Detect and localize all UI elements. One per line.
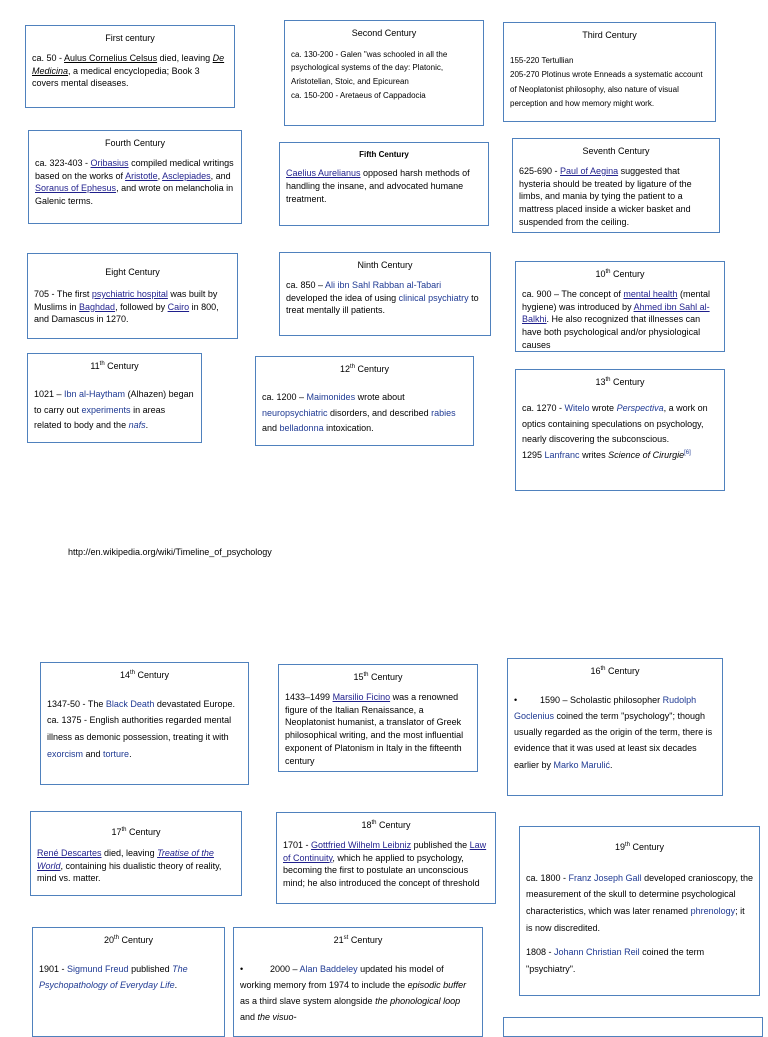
box-text: 1901 - Sigmund Freud published The Psychopathology of Everyday Life. [39, 963, 188, 990]
treatise-link[interactable]: Treatise of the World [37, 847, 214, 871]
box-title: 16th Century [590, 666, 640, 676]
box-title: 10th Century [595, 269, 645, 279]
box-title: Fourth Century [104, 138, 166, 148]
freud-link[interactable]: Sigmund Freud [67, 963, 129, 974]
box-text: 1701 - Gottfried Wilhelm Leibniz published the Law of Continuity, which he applied to psychology, becoming the first to postulate an unconscious mind; he also introduced the concept of threshold [283, 839, 487, 889]
box-title: First century [105, 33, 155, 43]
law-of-continuity-link[interactable]: Law of Continuity [283, 839, 487, 863]
source-url: http://en.wikipedia.org/wiki/Timeline_of_psychology [68, 547, 272, 557]
ninth-century-box [279, 252, 491, 336]
clinical-psychiatry-link[interactable]: clinical psychiatry [398, 292, 469, 303]
experiments-link[interactable]: experiments [81, 404, 131, 415]
marulic-link[interactable]: Marko Marulić [553, 759, 611, 770]
neuropsychiatric-link[interactable]: neuropsychiatric [262, 407, 328, 418]
ibn-al-haytham-link[interactable]: Ibn al-Haytham [64, 388, 126, 399]
fifth-century-box [279, 142, 489, 226]
paul-of-aegina-link[interactable]: Paul of Aegina [560, 165, 619, 176]
asclepiades-link[interactable]: Asclepiades [162, 170, 211, 181]
goclenius-link[interactable]: Rudolph Goclenius [514, 694, 697, 721]
box-title: 11th Century [90, 361, 139, 371]
gall-link[interactable]: Franz Joseph Gall [568, 872, 642, 883]
twentieth-century-box [32, 927, 225, 1037]
aristotle-link[interactable]: Aristotle [125, 170, 158, 181]
box-title: Seventh Century [582, 146, 650, 156]
descartes-link[interactable]: René Descartes [37, 847, 102, 858]
seventh-century-box [512, 138, 720, 233]
baddeley-link[interactable]: Alan Baddeley [299, 963, 358, 974]
partial-box [503, 1017, 763, 1037]
box-title: 18th Century [361, 820, 411, 830]
twelfth-century-box [255, 356, 474, 446]
box-text: 1433–1499 Marsilio Ficino was a renowned figure of the Italian Renaissance, a Neoplatonist humanist, a translator of Greek philosophical writing, and the most influential exponent of Platonism in Italy in the fifteenth century [285, 691, 464, 766]
box-text: 1295 Lanfranc writes Science of Cirurgie[6] [522, 450, 691, 461]
box-text: Caelius Aurelianus opposed harsh methods of handling the insane, and advocated humane treatment. [286, 168, 470, 204]
box-text: 625-690 - Paul of Aegina suggested that hysteria should be treated by ligature of the limbs, and mania by tying the patient to a mattress placed inside a wicker basket and suspended from the ceiling. [519, 165, 692, 227]
leibniz-link[interactable]: Gottfried Wilhelm Leibniz [311, 839, 412, 850]
celsus-link[interactable]: Aulus Cornelius Celsus [64, 52, 158, 63]
reil-link[interactable]: Johann Christian Reil [554, 947, 640, 958]
box-title: 15th Century [353, 672, 403, 682]
al-tabari-link[interactable]: Ali ibn Sahl Rabban al-Tabari [325, 279, 442, 290]
box-text: ca. 850 – Ali ibn Sahl Rabban al-Tabari developed the idea of using clinical psychiatry to treat mentally ill patients. [286, 279, 479, 316]
box-title: Second Century [351, 28, 417, 38]
box-title: Ninth Century [357, 260, 413, 270]
third-century-box [503, 22, 716, 122]
box-text: ca. 1200 – Maimonides wrote about neuropsychiatric disorders, and described rabies and belladonna intoxication. [262, 391, 456, 434]
thirteenth-century-box [515, 369, 725, 491]
box-text: ca. 1800 - Franz Joseph Gall developed cranioscopy, the measurement of the skull to determine psychological characteristics, which was later renamed phrenology; it is now discredited. [526, 872, 753, 933]
nineteenth-century-box [519, 826, 760, 996]
mental-health-link[interactable]: mental health [623, 288, 678, 299]
maimonides-link[interactable]: Maimonides [306, 391, 356, 402]
fourteenth-century-box [40, 662, 249, 785]
witelo-link[interactable]: Witelo [564, 402, 590, 413]
box-text: 705 - The first psychiatric hospital was built by Muslims in Baghdad, followed by Cairo in 800, and Damascus in 1270. [34, 288, 219, 325]
box-text: 1347-50 - The Black Death devastated Europe. ca. 1375 - English authorities regarded mental illness as demonic possession, treating it with exorcism and torture. [47, 698, 235, 759]
box-text: • 2000 – Alan Baddeley updated his model of working memory from 1974 to include the episodic buffer as a third slave system alongside the phonological loop and the visuo- [240, 963, 467, 1023]
nafs-link[interactable]: nafs [128, 420, 146, 431]
box-text: ca. 1270 - Witelo wrote Perspectiva, a work on optics containing speculations on psychology, nearly discovering the subconscious. [522, 402, 708, 445]
baghdad-link[interactable]: Baghdad [79, 301, 116, 312]
sixteenth-century-box [507, 658, 723, 796]
black-death-link[interactable]: Black Death [105, 698, 155, 709]
box-title: 20th Century [103, 935, 154, 945]
box-text: 1808 - Johann Christian Reil coined the term "psychiatry". [526, 947, 705, 974]
exorcism-link[interactable]: exorcism [47, 748, 84, 759]
box-text: 205-270 Plotinus wrote Enneads a systematic account of Neoplatonist philosophy, also nature of visual perception and how memory might work. [510, 70, 703, 108]
box-text: René Descartes died, leaving Treatise of the World, containing his dualistic theory of reality, mind vs. matter. [37, 847, 222, 884]
box-text: ca. 323-403 - Oribasius compiled medical writings based on the works of Aristotle, Asclepiades, and Soranus of Ephesus, and wrote on melancholia in Galenic terms. [35, 157, 234, 207]
psychiatric-hospital-link[interactable]: psychiatric hospital [91, 288, 168, 299]
box-title: Third Century [582, 30, 637, 40]
box-title: 14th Century [119, 670, 170, 680]
rabies-link[interactable]: rabies [431, 407, 456, 418]
box-text: ca. 150-200 - Aretaeus of Cappadocia [291, 90, 426, 100]
perspectiva-link[interactable]: Perspectiva [616, 402, 664, 413]
twenty-first-century-box [233, 927, 483, 1037]
citation-link[interactable]: [6] [684, 450, 691, 457]
psychopathology-link[interactable]: The Psychopathology of Everyday Life [39, 963, 188, 990]
al-balkhi-link[interactable]: Ahmed ibn Sahl al-Balkhi [522, 301, 710, 325]
eleventh-century-box [27, 353, 202, 443]
box-title: 13th Century [595, 377, 645, 387]
fifteenth-century-box [278, 664, 478, 772]
box-title: Eight Century [105, 267, 160, 277]
box-title: Fifth Century [359, 150, 409, 159]
second-century-box [284, 20, 484, 126]
box-title: 19th Century [614, 842, 665, 852]
fourth-century-box [28, 130, 242, 224]
box-text: ca. 130-200 - Galen "was schooled in all the psychological systems of the day: Platonic, Aristotelian, Stoic, and Epicurean [291, 49, 448, 86]
belladonna-link[interactable]: belladonna [279, 423, 324, 434]
torture-link[interactable]: torture [103, 748, 130, 759]
box-title: 12th Century [339, 364, 390, 374]
box-title: 21st Century [333, 935, 383, 945]
phrenology-link[interactable]: phrenology [690, 906, 736, 917]
caelius-link[interactable]: Caelius Aurelianus [286, 168, 361, 179]
soranus-link[interactable]: Soranus of Ephesus [35, 183, 117, 194]
box-text: 155-220 Tertullian [510, 55, 574, 65]
box-text: 1021 – Ibn al-Haytham (Alhazen) began to carry out experiments in areas related to body and the nafs. [34, 388, 194, 431]
lanfranc-link[interactable]: Lanfranc [544, 450, 580, 461]
box-text: ca. 900 – The concept of mental health (mental hygiene) was introduced by Ahmed ibn Sahl al-Balkhi. He also recognized that illnesses can have both psychological and/or physiological causes [522, 288, 710, 350]
cairo-link[interactable]: Cairo [167, 301, 190, 312]
box-text: • 1590 – Scholastic philosopher Rudolph Goclenius coined the term "psychology"; though usually regarded as the origin of the term, there is evidence that it was used at least six decades earlier by Marko Marulić. [514, 694, 713, 770]
eighth-century-box [27, 253, 238, 339]
box-text: ca. 50 - Aulus Cornelius Celsus died, leaving De Medicina, a medical encyclopedia; Book 3 covers mental diseases. [32, 52, 225, 89]
de-medicina-link[interactable]: De Medicina [32, 52, 225, 76]
box-title: 17th Century [111, 827, 161, 837]
oribasius-link[interactable]: Oribasius [90, 157, 129, 168]
first-century-box [25, 25, 235, 108]
ficino-link[interactable]: Marsilio Ficino [332, 691, 391, 702]
eighteenth-century-box [276, 812, 496, 904]
tenth-century-box [515, 261, 725, 352]
seventeenth-century-box [30, 811, 242, 896]
